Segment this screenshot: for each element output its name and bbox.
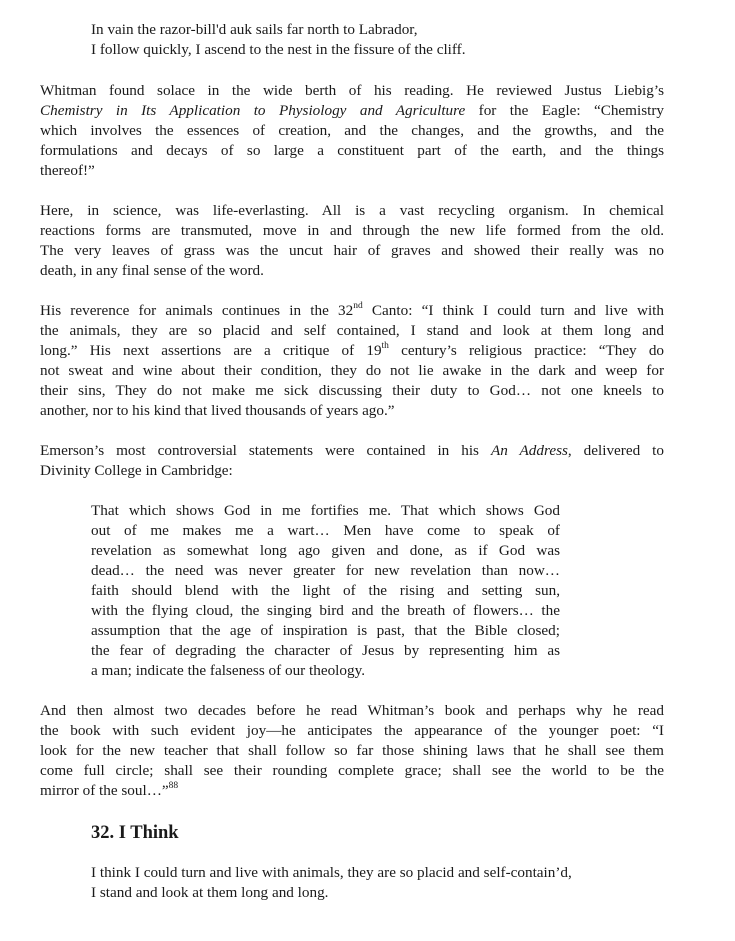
text-fragment: Canto: “I think I could turn and live with	[362, 302, 664, 319]
text-line	[40, 441, 664, 461]
poem-line: I think I could turn and live with animals, they are so placid and self-contain’d,	[91, 864, 572, 881]
block-quote	[91, 501, 560, 681]
text-line: not sweat and wine about their condition, they do not lie awake in the dark and weep for	[40, 362, 664, 379]
text-line: death, in any final sense of the word.	[40, 262, 264, 279]
text-fragment: , delivered to	[567, 442, 664, 459]
text-line	[40, 341, 664, 361]
quote-line: revelation as somewhat long ago given and done, as if God was	[91, 542, 560, 559]
text-line: Divinity College in Cambridge:	[40, 462, 233, 479]
text-fragment: His reverence for animals continues in the 32	[40, 302, 354, 319]
poem-line: I follow quickly, I ascend to the nest in the fissure of the cliff.	[91, 41, 466, 58]
footnote-marker: 88	[168, 780, 179, 791]
quote-line: a man; indicate the falseness of our theology.	[91, 662, 365, 679]
text-line: The very leaves of grass was the uncut hair of graves and showed their really was no	[40, 242, 664, 259]
text-fragment: long.” His next assertions are a critique of 19	[40, 342, 382, 359]
text-fragment: century’s religious practice: “They do	[388, 342, 665, 359]
text-line: reactions forms are transmuted, move in and through the new life formed from the old.	[40, 222, 664, 239]
poem-line: I stand and look at them long and long.	[91, 884, 329, 901]
paragraph-animals	[40, 301, 664, 421]
text-line: their sins, They do not make me sick discussing their duty to God… not one kneels to	[40, 382, 664, 399]
text-line: Here, in science, was life-everlasting. All is a vast recycling organism. In chemical	[40, 202, 664, 219]
quote-line: faith should blend with the light of the rising and setting sun,	[91, 582, 560, 599]
text-line: look for the new teacher that shall follow so far those shining laws that he shall see them	[40, 742, 664, 759]
paragraph-liebig	[40, 81, 664, 181]
section-heading: 32. I Think	[91, 823, 179, 843]
text-line: formulations and decays of so large a constituent part of the earth, and the things	[40, 142, 664, 159]
quote-line: out of me makes me a wart… Men have come to speak of	[91, 522, 560, 539]
text-line: another, nor to his kind that lived thousands of years ago.”	[40, 402, 395, 419]
text-line: come full circle; shall see their rounding complete grace; shall see the world to be the	[40, 762, 664, 779]
paragraph-science	[40, 201, 664, 281]
text-line: the animals, they are so placid and self contained, I stand and look at them long and	[40, 322, 664, 339]
text-fragment: mirror of the soul…”	[40, 782, 169, 799]
address-title: An Address	[490, 442, 568, 459]
poem-line: In vain the razor-bill'd auk sails far north to Labrador,	[91, 21, 418, 38]
ordinal-superscript: nd	[353, 300, 363, 311]
quote-line: That which shows God in me fortifies me. That which shows God	[91, 502, 560, 519]
text-line: the book with such evident joy—he anticipates the appearance of the younger poet: “I	[40, 722, 664, 739]
text-line: thereof!”	[40, 162, 95, 179]
book-title: Chemistry in Its Application to Physiology and Agriculture	[40, 102, 466, 119]
text-line	[40, 301, 664, 321]
text-fragment: for the Eagle: “Chemistry	[465, 102, 664, 119]
text-fragment: Emerson’s most controversial statements were contained in his	[40, 442, 491, 459]
text-line: And then almost two decades before he read Whitman’s book and perhaps why he read	[40, 702, 664, 719]
ordinal-superscript: th	[381, 340, 389, 351]
paragraph-emerson	[40, 441, 664, 481]
quote-line: the fear of degrading the character of Jesus by representing him as	[91, 642, 560, 659]
text-line	[40, 101, 664, 121]
text-line: Whitman found solace in the wide berth of his reading. He reviewed Justus Liebig’s	[40, 82, 664, 99]
paragraph-new-teacher	[40, 701, 664, 801]
quote-line: with the flying cloud, the singing bird and the breath of flowers… the	[91, 602, 560, 619]
quote-line: dead… the need was never greater for new revelation than now…	[91, 562, 560, 579]
text-line: which involves the essences of creation, and the changes, and the growths, and the	[40, 122, 664, 139]
quote-line: assumption that the age of inspiration is past, that the Bible closed;	[91, 622, 560, 639]
text-line	[40, 781, 664, 801]
